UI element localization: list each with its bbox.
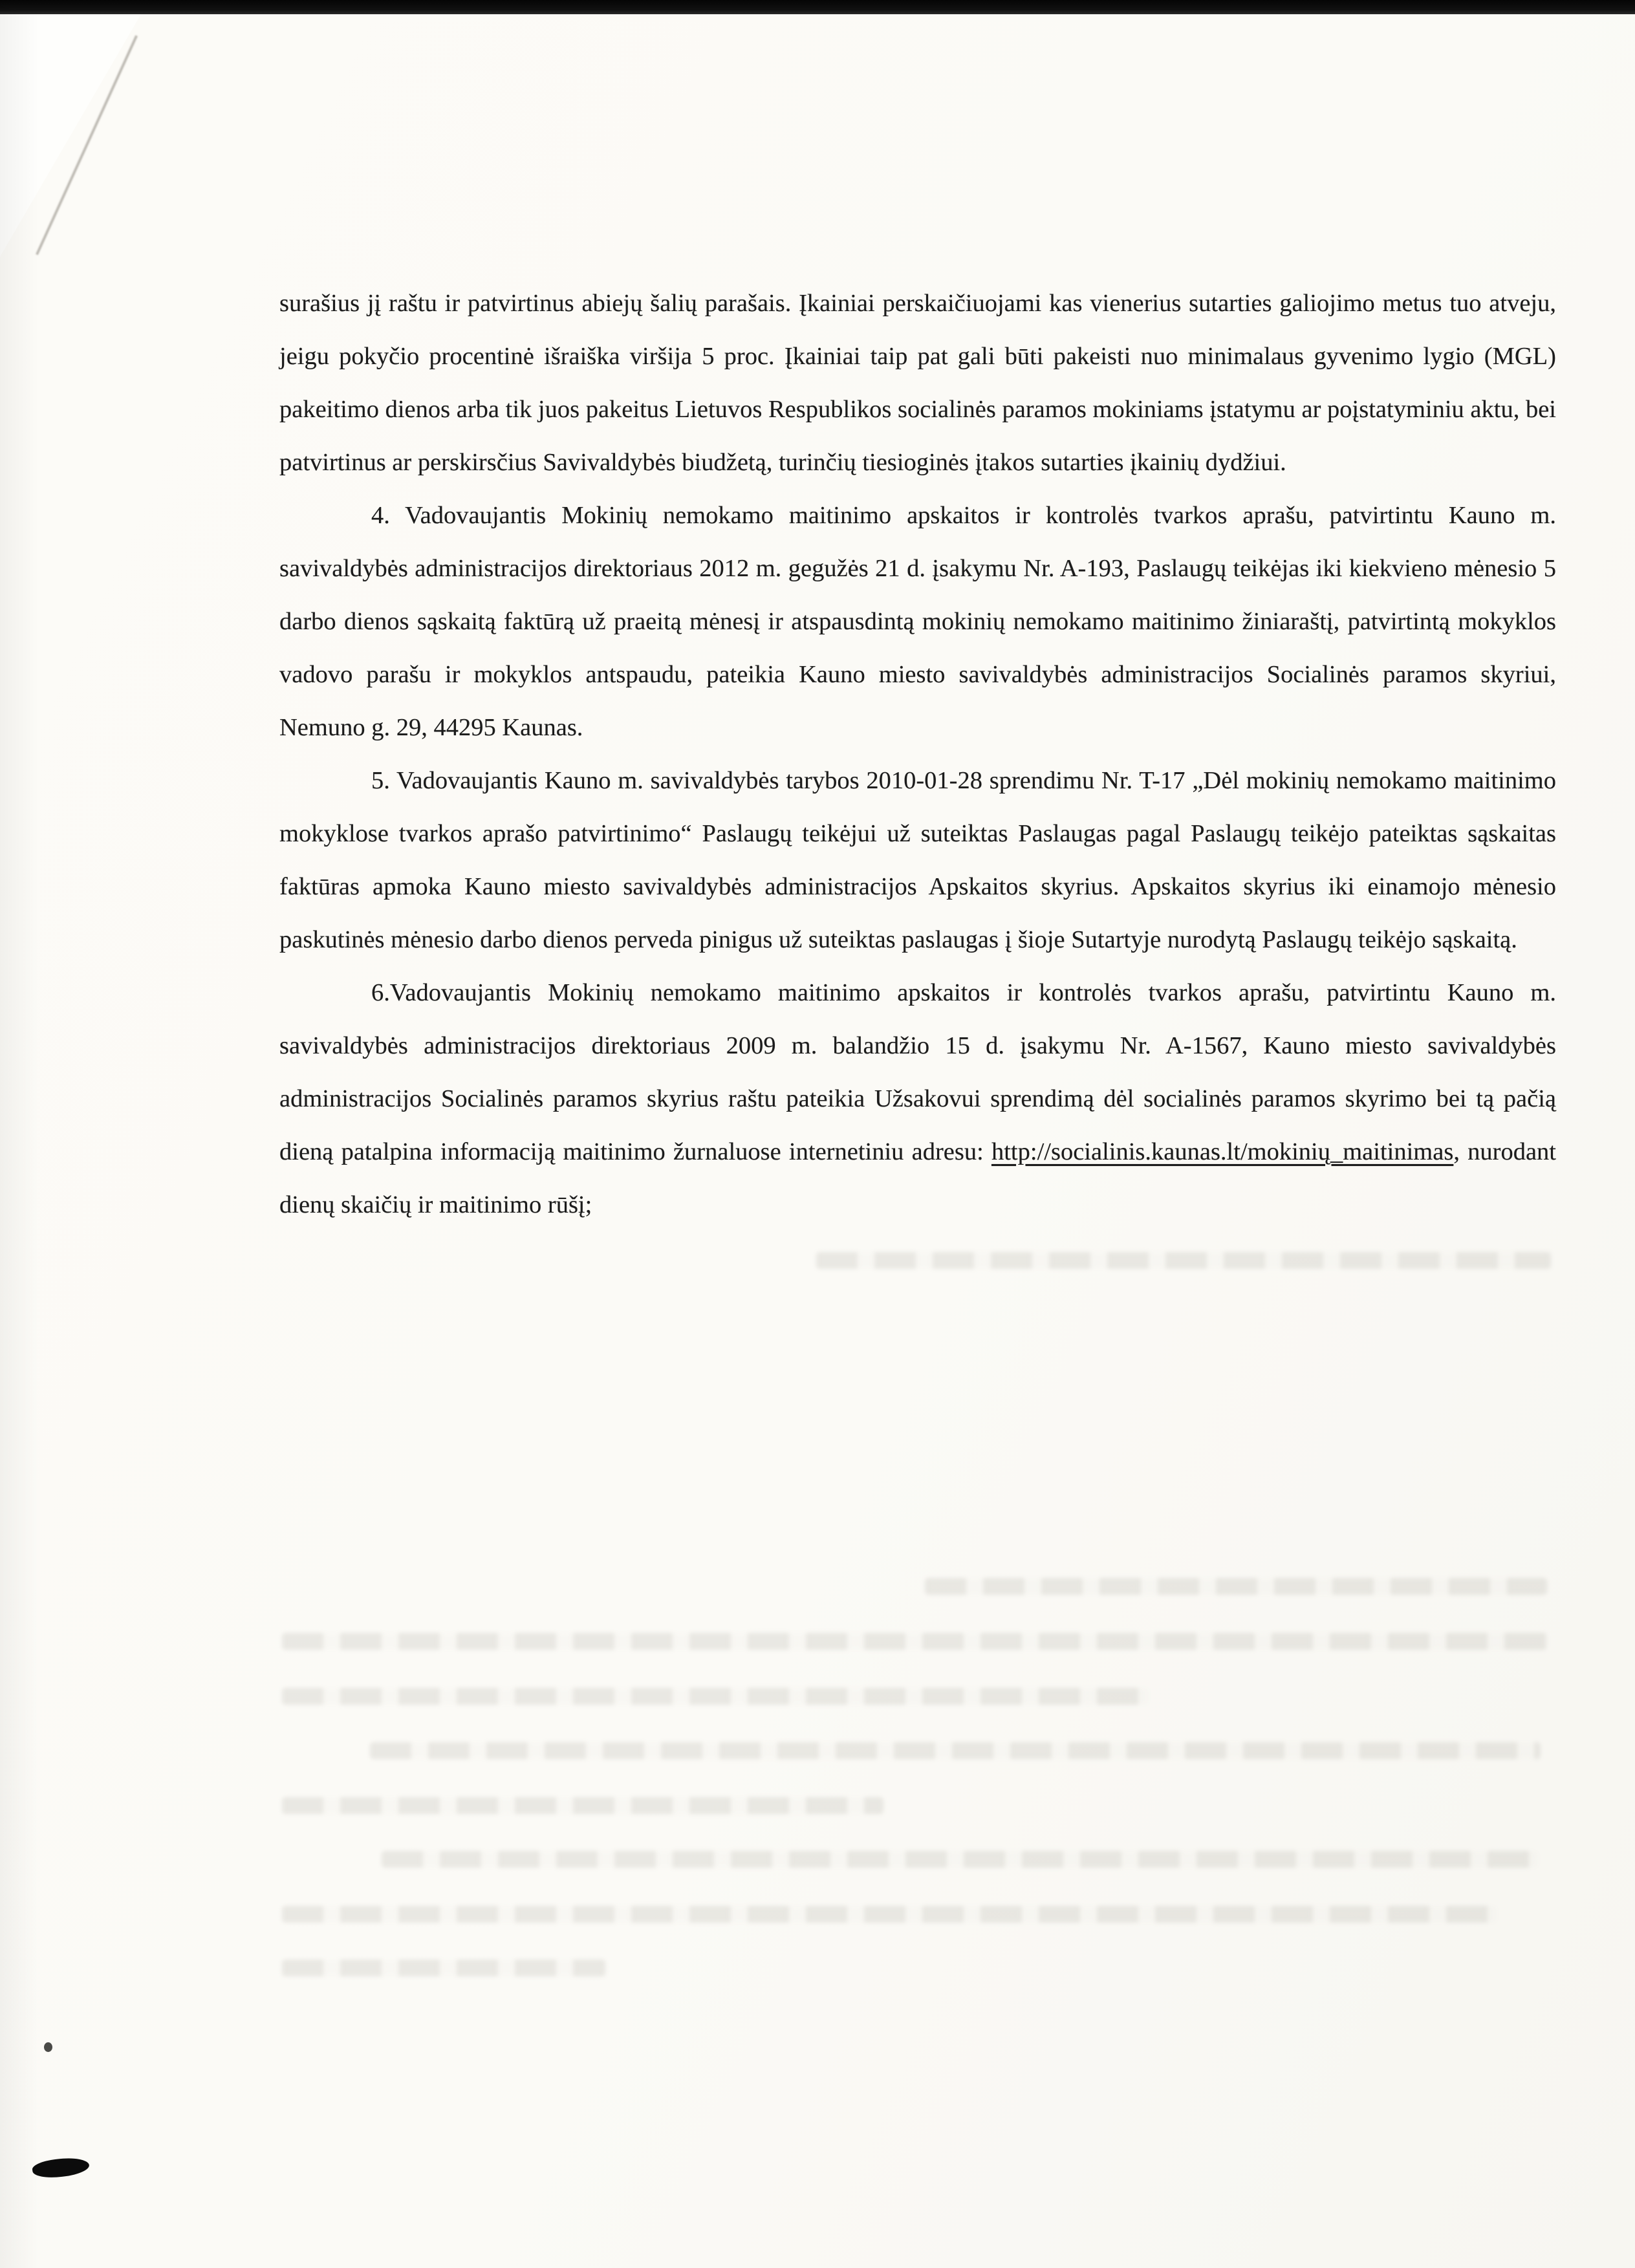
scan-shadow-left-edge xyxy=(0,0,39,2268)
bleed-through-line xyxy=(925,1578,1547,1595)
scan-artifact-bottom-mark xyxy=(32,2155,91,2181)
paragraph-4: 4. Vadovaujantis Mokinių nemokamo maitinimo apskaitos ir kontrolės tvarkos aprašu, patvirtintu Kauno m. savivaldybės administracijos direktoriaus 2012 m. gegužės 21 d. įsakymu Nr. A-193, Paslaugų teikėjas iki kiekvieno mėnesio 5 darbo dienos sąskaitą faktūrą už praeitą mėnesį ir atspausdintą mokinių nemokamo maitinimo žiniaraštį, patvirtintą mokyklos vadovo parašu ir mokyklos antspaudu, pateikia Kauno miesto savivaldybės administracijos Socialinės paramos skyriui, Nemuno g. 29, 44295 Kaunas. xyxy=(279,502,1556,741)
bleed-through-line xyxy=(282,1633,1548,1650)
document-body xyxy=(279,277,1556,1231)
bleed-through-line xyxy=(282,1960,605,1976)
bleed-through-line xyxy=(816,1252,1551,1269)
paragraph-6-tail: , nurodant dienų skaičių ir maitinimo rūšį; xyxy=(279,1138,1557,1218)
paragraph-6-text: 6.Vadovaujantis Mokinių nemokamo maitinimo apskaitos ir kontrolės tvarkos aprašu, patvirtintu Kauno m. savivaldybės administracijos direktoriaus 2009 m. balandžio 15 d. įsakymu Nr. A-1567, Kauno miesto savivaldybės administracijos Socialinės paramos skyrius raštu pateikia Užsakovui sprendimą dėl socialinės paramos skyrimo bei tą pačią dieną patalpina informaciją maitinimo žurnaluose internetiniu adresu: xyxy=(279,979,1556,1165)
paragraph-intro: surašius jį raštu ir patvirtinus abiejų šalių parašais. Įkainiai perskaičiuojami kas vienerius sutarties galiojimo metus tuo atveju, jeigu pokyčio procentinė išraiška viršija 5 proc. Įkainiai taip pat gali būti pakeisti nuo minimalaus gyvenimo lygio (MGL) pakeitimo dienos arba tik juos pakeitus Lietuvos Respublikos socialinės paramos mokiniams įstatymu ar poįstatyminiu aktu, bei patvirtinus ar perskirsčius Savivaldybės biudžetą, turinčių tiesioginės įtakos sutarties įkainių dydžiui. xyxy=(279,290,1556,476)
paragraph-5: 5. Vadovaujantis Kauno m. savivaldybės tarybos 2010-01-28 sprendimu Nr. T-17 „Dėl mokinių nemokamo maitinimo mokyklose tvarkos aprašo patvirtinimo“ Paslaugų teikėjui už suteiktas Paslaugas pagal Paslaugų teikėjo pateiktas sąskaitas faktūras apmoka Kauno miesto savivaldybės administracijos Apskaitos skyrius. Apskaitos skyrius iki einamojo mėnesio paskutinės mėnesio darbo dienos perveda pinigus už suteiktas paslaugas į šioje Sutartyje nurodytą Paslaugų teikėjo sąskaitą. xyxy=(279,767,1556,953)
bleed-through-line xyxy=(382,1851,1538,1868)
bleed-through-line xyxy=(370,1742,1541,1759)
scan-artifact-top-edge xyxy=(0,0,1635,14)
bleed-through-line xyxy=(282,1906,1497,1923)
scan-artifact-left-speck xyxy=(44,2042,52,2052)
bleed-through-line xyxy=(282,1688,1149,1705)
paragraph-6 xyxy=(279,966,1556,1231)
document-url-text: http://socialinis.kaunas.lt/mokinių_maitinimas xyxy=(991,1138,1454,1165)
bleed-through-line xyxy=(282,1797,883,1814)
